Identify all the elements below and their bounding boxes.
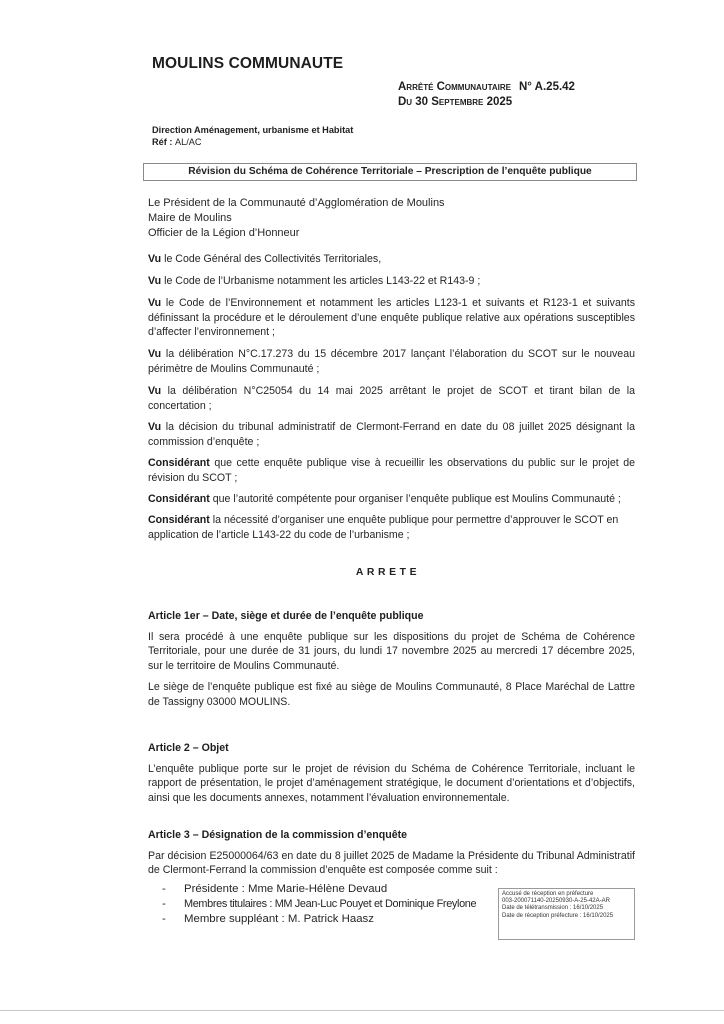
recital-1 [148, 252, 635, 267]
stamp-line-2: 003-200071140-20250930-A-25-42A-AR [502, 898, 610, 905]
recital-lead: Vu [148, 253, 162, 265]
recital-text: que cette enquête publique vise à recueillir les observations du public sur le projet de révision du SCOT ; [148, 457, 635, 484]
commission-list [162, 882, 476, 926]
stamp-line-3: Date de télétransmission : 16/10/2025 [502, 905, 604, 912]
article-paragraph: Le siège de l’enquête publique est fixé au siège de Moulins Communauté, 8 Place Maréchal de Lattre de Tassigny 03000 MOULINS. [148, 681, 635, 708]
document-title: Révision du Schéma de Cohérence Territoriale – Prescription de l’enquête publique [143, 163, 637, 181]
recital-text: le Code de l’Environnement et notamment les articles L123-1 et suivants et R123-1 et suivants définissant la procédure et le déroulement d’une enquête publique relative aux opérations susceptibles d’affecter l’environnement ; [148, 297, 635, 339]
authority-line-3: Officier de la Légion d’Honneur [148, 226, 300, 239]
decree-date: Du 30 Septembre 2025 [398, 96, 513, 108]
authority-block [148, 196, 635, 240]
recital-9 [148, 513, 635, 542]
prefecture-receipt-stamp [498, 888, 635, 940]
recital-7 [148, 456, 635, 485]
article-title: Article 1er – Date, siège et durée de l’enquête publique [148, 610, 424, 622]
list-item-text: Présidente : Mme Marie-Hélène Devaud [184, 883, 388, 895]
recital-text: que l’autorité compétente pour organiser l’enquête publique est Moulins Communauté ; [209, 493, 621, 505]
stamp-line-1: Accusé de réception en préfecture [502, 891, 594, 897]
recital-text: la nécessité d’organiser une enquête publique pour permettre d’approuver le SCOT en application de l’article L143-22 du code de l’urbanisme ; [148, 514, 619, 541]
recital-lead: Vu [148, 348, 162, 360]
recital-lead: Vu [148, 275, 162, 287]
recital-text: la délibération N°C25054 du 14 mai 2025 arrêtant le projet de SCOT et tirant bilan de la concertation ; [148, 385, 635, 412]
decree-header [398, 80, 575, 110]
organization-name: MOULINS COMMUNAUTE [152, 55, 344, 72]
ref-label: Réf : [152, 137, 173, 147]
recital-6 [148, 420, 635, 449]
authority-line-1: Le Président de la Communauté d’Agglomération de Moulins [148, 197, 445, 209]
article-title: Article 2 – Objet [148, 742, 229, 754]
recital-text: le Code Général des Collectivités Territoriales, [161, 253, 382, 265]
decision-heading: ARRETE [355, 567, 421, 578]
direction-name: Direction Aménagement, urbanisme et Habitat [152, 125, 354, 135]
decree-label: Arrêté Communautaire [398, 81, 511, 93]
article-1 [148, 609, 635, 710]
recital-lead: Considérant [148, 514, 210, 526]
authority-line-2: Maire de Moulins [148, 211, 232, 224]
recital-lead: Vu [148, 421, 162, 433]
list-item-text: Membres titulaires : MM Jean-Luc Pouyet et Dominique Freylone [184, 897, 477, 910]
article-3 [148, 828, 635, 878]
recital-lead: Considérant [148, 493, 210, 505]
recital-text: la délibération N°C.17.273 du 15 décembre 2017 lançant l’élaboration du SCOT sur le nouveau périmètre de Moulins Communauté ; [148, 348, 635, 375]
list-bullet: - [162, 897, 166, 910]
list-item [162, 912, 476, 927]
recital-2 [148, 274, 635, 289]
list-item [162, 882, 476, 897]
recital-text: le Code de l’Urbanisme notamment les articles L143-22 et R143-9 ; [161, 275, 481, 287]
reference [152, 136, 353, 148]
recital-text: la décision du tribunal administratif de Clermont-Ferrand en date du 08 juillet 2025 désignant la commission d’enquête ; [148, 421, 635, 448]
recital-3 [148, 296, 635, 340]
direction-block [152, 124, 353, 148]
recital-8 [148, 492, 635, 507]
article-2 [148, 741, 635, 805]
article-paragraph: Par décision E25000064/63 en date du 8 juillet 2025 de Madame la Présidente du Tribunal Administratif de Clermont-Ferrand la commission d’enquête est composée comme suit : [148, 849, 635, 877]
decree-title-line [398, 80, 575, 95]
article-title: Article 3 – Désignation de la commission d’enquête [148, 829, 408, 841]
recital-5 [148, 384, 635, 413]
list-item [162, 897, 476, 912]
recital-4 [148, 347, 635, 376]
ref-value: AL/AC [174, 137, 202, 147]
list-bullet: - [162, 883, 166, 895]
list-bullet: - [162, 912, 166, 925]
stamp-line-4: Date de réception préfecture : 16/10/2025 [502, 912, 614, 919]
article-paragraph: L’enquête publique porte sur le projet de révision du Schéma de Cohérence Territoriale, incluant le rapport de présentation, le projet d’aménagement stratégique, le document d’orientations et d’objectifs, ainsi que les documents annexes, notamment l’évaluation environnementale. [148, 762, 635, 804]
list-item-text: Membre suppléant : M. Patrick Haasz [184, 912, 374, 925]
article-paragraph: Il sera procédé à une enquête publique sur les dispositions du projet de Schéma de Cohérence Territoriale, pour une durée de 31 jours, du lundi 17 novembre 2025 au mercredi 17 décembre 2025, sur le territoire de Moulins Communauté. [148, 630, 635, 672]
recital-lead: Considérant [148, 457, 210, 469]
recital-lead: Vu [148, 297, 162, 309]
scan-edge-line [0, 1010, 724, 1011]
decree-number: N° A.25.42 [519, 81, 575, 93]
recital-lead: Vu [148, 385, 162, 397]
